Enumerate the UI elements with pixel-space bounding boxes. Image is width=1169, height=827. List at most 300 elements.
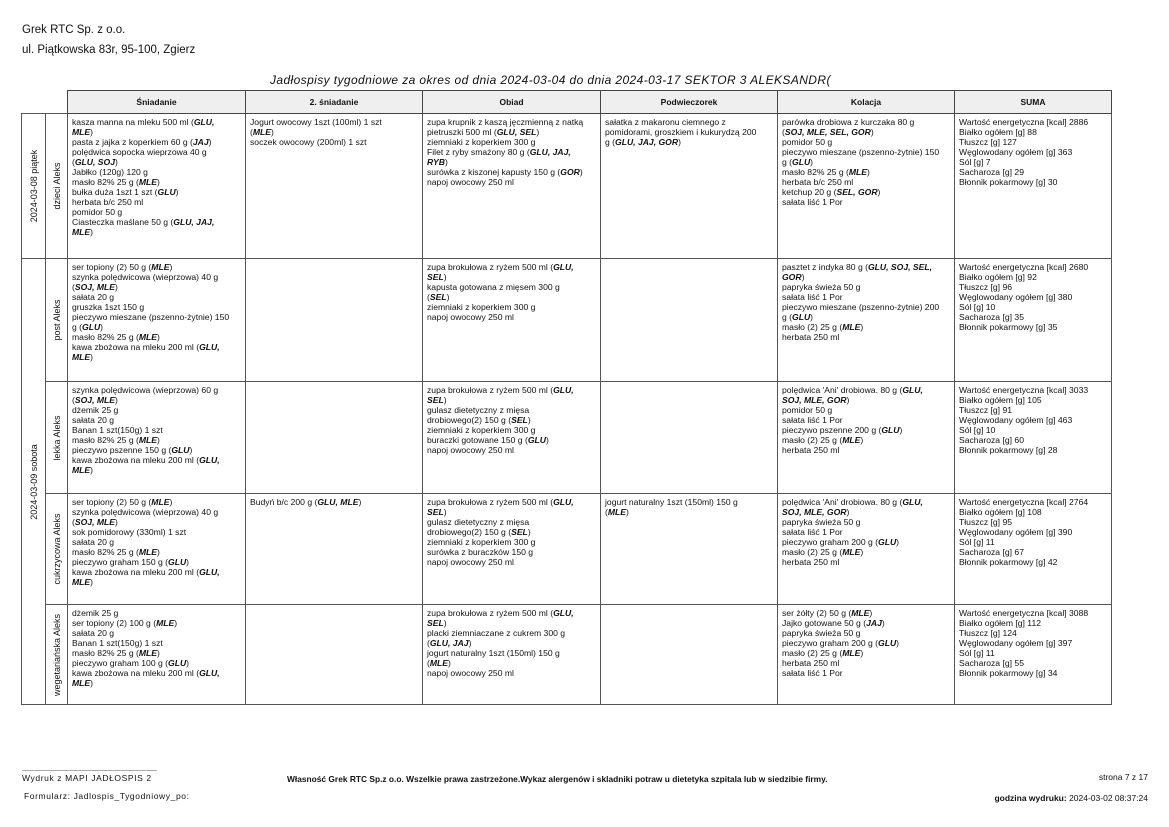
- menu-line: pieczywo graham 200 g (GLU): [782, 638, 900, 648]
- menu-line: napoj owocowy 250 ml: [427, 557, 514, 567]
- menu-line: Jogurt owocowy 1szt (100ml) 1 szt: [250, 117, 382, 127]
- nutrition-line: Sól [g] 11: [959, 648, 995, 658]
- page-number: strona 7 z 17: [1098, 772, 1148, 782]
- menu-line: ziemniaki z koperkiem 300 g: [427, 137, 536, 147]
- menu-line: ketchup 20 g (SEL, GOR): [782, 187, 881, 197]
- header-blank: [22, 91, 46, 114]
- breakfast-cell: [68, 494, 246, 605]
- nutrition-line: Węglowodany ogółem [g] 463: [959, 415, 1073, 425]
- menu-line: ser żółty (2) 50 g (MLE): [782, 608, 873, 618]
- menu-line: g (GLU, JAJ, GOR): [605, 137, 681, 147]
- menu-line: sałata 20 g: [72, 628, 115, 638]
- menu-line: napoj owocowy 250 ml: [427, 445, 514, 455]
- menu-line: masło 82% 25 g (MLE): [72, 547, 160, 557]
- menu-line: polędwica 'Ani' drobiowa. 80 g (GLU,: [782, 497, 923, 507]
- menu-line: kawa zbożowa na mleku 200 ml (GLU,: [72, 567, 220, 577]
- menu-line: pietruszki 500 ml (GLU, SEL): [427, 127, 540, 137]
- allergen-code: GLU, JAJ,: [173, 217, 215, 227]
- table-header: [22, 91, 1112, 114]
- lunch-cell: [423, 605, 601, 705]
- menu-line: napoj owocowy 250 ml: [427, 668, 514, 678]
- lunch-cell: [423, 114, 601, 259]
- allergen-code: RYB: [427, 157, 445, 167]
- nutrition-line: Wartość energetyczna [kcal] 2764: [959, 497, 1089, 507]
- second-breakfast-cell: [246, 259, 423, 382]
- menu-line: zupa brokułowa z ryżem 500 ml (GLU,: [427, 262, 574, 272]
- allergen-code: MLE: [138, 332, 158, 342]
- menu-line: (SEL): [427, 292, 450, 302]
- menu-line: (MLE): [250, 127, 274, 137]
- diet-category-cell: [46, 494, 68, 605]
- allergen-code: GOR: [782, 272, 802, 282]
- menu-line: (MLE): [427, 658, 451, 668]
- allergen-code: GLU: [82, 322, 101, 332]
- column-header-breakfast: Śniadanie: [68, 91, 246, 114]
- menu-line: gulasz dietetyczny z mięsa: [427, 517, 530, 527]
- menu-line: MLE): [72, 465, 94, 475]
- menu-line: Ciasteczka maślane 50 g (GLU, JAJ,: [72, 217, 215, 227]
- diet-category-label: lekka Aleks: [51, 414, 62, 461]
- allergen-code: MLE: [72, 227, 91, 237]
- menu-line: (MLE): [605, 507, 629, 517]
- column-header-afternoon-snack: Podwieczorek: [601, 91, 778, 114]
- menu-line: ziemniaki z koperkiem 300 g: [427, 537, 536, 547]
- menu-line: gulasz dietetyczny z mięsa: [427, 405, 530, 415]
- menu-line: g (GLU): [72, 322, 104, 332]
- menu-line: g (GLU): [782, 157, 814, 167]
- allergen-code: GLU: [168, 557, 187, 567]
- menu-table: [21, 90, 1112, 705]
- nutrition-line: Wartość energetyczna [kcal] 2680: [959, 262, 1089, 272]
- allergen-code: SEL: [427, 395, 444, 405]
- nutrition-line: Białko ogółem [g] 92: [959, 272, 1037, 282]
- date-label: 2024-03-09 sobota: [28, 443, 39, 520]
- nutrition-line: Tłuszcz [g] 124: [959, 628, 1017, 638]
- allergen-code: GLU,: [199, 455, 220, 465]
- allergen-code: GLU,: [902, 497, 923, 507]
- allergen-code: GLU: [878, 537, 897, 547]
- afternoon-snack-cell: [601, 605, 778, 705]
- allergen-code: SOJ, MLE, GOR: [782, 395, 847, 405]
- menu-line: napoj owocowy 250 ml: [427, 312, 514, 322]
- menu-line: zupa brokułowa z ryżem 500 ml (GLU,: [427, 385, 574, 395]
- menu-line: pieczywo mieszane (pszenno-żytnie) 150: [782, 147, 940, 157]
- diet-category-cell: [46, 382, 68, 494]
- menu-line: (SOJ, MLE): [72, 395, 118, 405]
- dinner-cell: [778, 259, 955, 382]
- menu-line: MLE): [72, 352, 94, 362]
- menu-line: polędwica sopocka wieprzowa 40 g: [72, 147, 207, 157]
- menu-line: buraczki gotowane 150 g (GLU): [427, 435, 549, 445]
- company-name: Grek RTC Sp. z o.o.: [22, 24, 126, 36]
- nutrition-line: Węglowodany ogółem [g] 390: [959, 527, 1073, 537]
- nutrition-line: Białko ogółem [g] 112: [959, 618, 1042, 628]
- menu-line: masło (2) 25 g (MLE): [782, 435, 864, 445]
- menu-line: SOJ, MLE, GOR): [782, 395, 850, 405]
- nutrition-line: Błonnik pokarmowy [g] 42: [959, 557, 1058, 567]
- nutrition-line: Tłuszcz [g] 96: [959, 282, 1013, 292]
- menu-line: SEL): [427, 272, 447, 282]
- dinner-cell: [778, 605, 955, 705]
- allergen-code: GLU, JAJ,: [529, 147, 571, 157]
- menu-line: sałata liść 1 Por: [782, 415, 843, 425]
- nutrition-line: Sacharoza [g] 55: [959, 658, 1024, 668]
- form-name: Formularz: Jadlospis_Tygodniowy_po:: [24, 791, 190, 801]
- breakfast-cell: [68, 382, 246, 494]
- allergen-code: JAJ: [866, 618, 882, 628]
- menu-line: pasta z jajka z koperkiem 60 g (JAJ): [72, 137, 212, 147]
- nutrition-line: Sacharoza [g] 29: [959, 167, 1024, 177]
- menu-line: pomidor 50 g: [72, 207, 123, 217]
- menu-line: pieczywo graham 150 g (GLU): [72, 557, 190, 567]
- menu-line: drobiowego(2) 150 g (SEL): [427, 527, 531, 537]
- breakfast-cell: [68, 114, 246, 259]
- dinner-cell: [778, 494, 955, 605]
- allergen-code: SOJ, MLE: [74, 282, 115, 292]
- menu-line: surówka z buraczków 150 g: [427, 547, 534, 557]
- allergen-code: MLE: [851, 608, 870, 618]
- menu-line: Filet z ryby smażony 80 g (GLU, JAJ,: [427, 147, 571, 157]
- menu-line: kawa zbożowa na mleku 200 ml (GLU,: [72, 342, 220, 352]
- menu-line: (GLU, SOJ): [72, 157, 118, 167]
- allergen-code: GLU, SEL: [496, 127, 537, 137]
- menu-line: placki ziemniaczane z cukrem 300 g: [427, 628, 566, 638]
- menu-line: RYB): [427, 157, 448, 167]
- print-time: [994, 793, 1148, 803]
- second-breakfast-cell: [246, 494, 423, 605]
- menu-line: pomidorami, groszkiem i kukurydzą 200: [605, 127, 757, 137]
- menu-line: ziemniaki z koperkiem 300 g: [427, 425, 536, 435]
- menu-line: pasztet z indyka 80 g (GLU, SOJ, SEL,: [782, 262, 932, 272]
- allergen-code: GLU: [168, 658, 187, 668]
- diet-category-label: cukrzycowa Aleks: [51, 513, 62, 585]
- breakfast-cell: [68, 605, 246, 705]
- menu-line: kapusta gotowana z mięsem 300 g: [427, 282, 560, 292]
- allergen-code: GLU,: [553, 385, 574, 395]
- menu-line: ser topiony (2) 50 g (MLE): [72, 262, 173, 272]
- nutrition-line: Sól [g] 11: [959, 537, 995, 547]
- menu-line: szynka polędwicowa (wieprzowa) 40 g: [72, 272, 219, 282]
- menu-line: ser topiony (2) 100 g (MLE): [72, 618, 178, 628]
- allergen-code: GLU,: [199, 342, 220, 352]
- allergen-code: GLU: [171, 445, 190, 455]
- allergen-code: SEL, GOR: [836, 187, 878, 197]
- menu-line: sałata liść 1 Por: [782, 668, 843, 678]
- nutrition-line: Sacharoza [g] 35: [959, 312, 1024, 322]
- menu-line: pieczywo graham 100 g (GLU): [72, 658, 190, 668]
- menu-line: herbata 250 ml: [782, 658, 840, 668]
- second-breakfast-cell: [246, 114, 423, 259]
- allergen-code: GLU: [792, 157, 811, 167]
- menu-line: kawa zbożowa na mleku 200 ml (GLU,: [72, 455, 220, 465]
- menu-line: polędwica 'Ani' drobiowa. 80 g (GLU,: [782, 385, 923, 395]
- allergen-code: GLU,: [193, 117, 215, 127]
- menu-line: masło (2) 25 g (MLE): [782, 547, 864, 557]
- menu-line: MLE): [72, 227, 94, 237]
- menu-line: pomidor 50 g: [782, 405, 833, 415]
- print-source: Wydruk z MAPI JADŁOSPIS 2: [22, 773, 152, 783]
- menu-line: masło 82% 25 g (MLE): [72, 332, 160, 342]
- menu-line: sałata 20 g: [72, 292, 115, 302]
- menu-line: ser topiony (2) 50 g (MLE): [72, 497, 173, 507]
- nutrition-line: Białko ogółem [g] 88: [959, 127, 1037, 137]
- sum-cell: [955, 605, 1112, 705]
- breakfast-cell: [68, 259, 246, 382]
- document-title: Jadłospisy tygodniowe za okres od dnia 2024-03-04 do dnia 2024-03-17 SEKTOR 3 ALEKSANDR(: [270, 73, 831, 87]
- menu-line: (SOJ, MLE): [72, 517, 118, 527]
- allergen-code: GLU: [792, 312, 811, 322]
- allergen-code: GLU,: [199, 668, 220, 678]
- afternoon-snack-cell: [601, 494, 778, 605]
- sum-cell: [955, 114, 1112, 259]
- menu-line: napoj owocowy 250 ml: [427, 177, 514, 187]
- menu-line: Banan 1 szt(150g) 1 szt: [72, 425, 163, 435]
- allergen-code: MLE: [138, 177, 158, 187]
- allergen-code: SEL: [511, 415, 528, 425]
- allergen-code: GLU,: [553, 608, 574, 618]
- allergen-code: SEL: [511, 527, 528, 537]
- date-label: 2024-03-08 piątek: [28, 149, 39, 223]
- nutrition-line: Węglowodany ogółem [g] 397: [959, 638, 1073, 648]
- menu-line: szynka polędwicowa (wieprzowa) 40 g: [72, 507, 219, 517]
- header-blank: [46, 91, 68, 114]
- menu-line: zupa brokułowa z ryżem 500 ml (GLU,: [427, 608, 574, 618]
- nutrition-line: Węglowodany ogółem [g] 380: [959, 292, 1073, 302]
- allergen-code: MLE: [842, 648, 861, 658]
- diet-category-cell: [46, 114, 68, 259]
- menu-line: kasza manna na mleku 500 ml (GLU,: [72, 117, 215, 127]
- menu-line: gruszka 1szt 150 g: [72, 302, 145, 312]
- allergen-code: SOJ, MLE, SEL, GOR: [784, 127, 871, 137]
- nutrition-line: Białko ogółem [g] 105: [959, 395, 1042, 405]
- nutrition-line: Sacharoza [g] 60: [959, 435, 1024, 445]
- allergen-code: MLE: [151, 497, 170, 507]
- menu-line: herbata 250 ml: [782, 332, 840, 342]
- menu-line: (SOJ, MLE, SEL, GOR): [782, 127, 874, 137]
- menu-line: (GLU, JAJ): [427, 638, 472, 648]
- menu-line: papryka świeża 50 g: [782, 282, 861, 292]
- allergen-code: MLE: [156, 618, 175, 628]
- dinner-cell: [778, 382, 955, 494]
- nutrition-line: Tłuszcz [g] 91: [959, 405, 1013, 415]
- nutrition-line: Sól [g] 10: [959, 425, 996, 435]
- allergen-code: MLE: [842, 547, 861, 557]
- diet-category-label: post Aleks: [51, 299, 62, 341]
- second-breakfast-cell: [246, 382, 423, 494]
- column-header-sum: SUMA: [955, 91, 1112, 114]
- menu-line: SEL): [427, 618, 447, 628]
- menu-line: pieczywo mieszane (pszenno-żytnie) 150: [72, 312, 230, 322]
- allergen-code: SEL: [429, 292, 447, 302]
- print-time-label: godzina wydruku:: [994, 793, 1067, 803]
- allergen-code: GLU, MLE: [317, 497, 359, 507]
- menu-line: pieczywo pszenne 200 g (GLU): [782, 425, 903, 435]
- second-breakfast-cell: [246, 605, 423, 705]
- allergen-code: MLE: [151, 262, 170, 272]
- sum-cell: [955, 259, 1112, 382]
- menu-line: dżemik 25 g: [72, 405, 119, 415]
- menu-line: drobiowego(2) 150 g (SEL): [427, 415, 531, 425]
- allergen-code: GLU, JAJ, GOR: [615, 137, 679, 147]
- menu-line: sok pomidorowy (330ml) 1 szt: [72, 527, 187, 537]
- menu-line: SEL): [427, 395, 447, 405]
- company-address: ul. Piątkowska 83r, 95-100, Zgierz: [22, 44, 196, 56]
- allergen-code: GLU,: [902, 385, 923, 395]
- footer-rule: [22, 770, 157, 771]
- diet-category-label: wegetariańska Aleks: [51, 613, 62, 696]
- menu-line: Banan 1 szt(150g) 1 szt: [72, 638, 163, 648]
- menu-line: sałata 20 g: [72, 537, 115, 547]
- menu-line: masło (2) 25 g (MLE): [782, 322, 864, 332]
- nutrition-line: Błonnik pokarmowy [g] 34: [959, 668, 1058, 678]
- nutrition-line: Wartość energetyczna [kcal] 3088: [959, 608, 1089, 618]
- menu-line: (SOJ, MLE): [72, 282, 118, 292]
- allergen-code: GLU: [527, 435, 546, 445]
- nutrition-line: Błonnik pokarmowy [g] 30: [959, 177, 1058, 187]
- sum-cell: [955, 382, 1112, 494]
- allergen-code: GLU, SOJ, SEL,: [867, 262, 932, 272]
- menu-line: masło 82% 25 g (MLE): [72, 648, 160, 658]
- date-cell: [22, 259, 46, 705]
- menu-line: herbata b/c 250 ml: [782, 177, 854, 187]
- allergen-code: SEL: [427, 618, 444, 628]
- menu-line: MLE): [72, 678, 94, 688]
- nutrition-line: Błonnik pokarmowy [g] 35: [959, 322, 1058, 332]
- allergen-code: SOJ, MLE: [74, 395, 115, 405]
- menu-line: sałata liść 1 Por: [782, 197, 843, 207]
- menu-line: pieczywo pszenne 150 g (GLU): [72, 445, 193, 455]
- diet-category-label: dzieci Aleks: [51, 162, 62, 210]
- menu-line: papryka świeża 50 g: [782, 628, 861, 638]
- menu-line: GOR): [782, 272, 805, 282]
- menu-line: herbata 250 ml: [782, 445, 840, 455]
- menu-line: herbata 250 ml: [782, 557, 840, 567]
- menu-line: pieczywo graham 200 g (GLU): [782, 537, 900, 547]
- table-row: [22, 605, 1112, 705]
- menu-line: pieczywo mieszane (pszenno-żytnie) 200: [782, 302, 940, 312]
- dinner-cell: [778, 114, 955, 259]
- allergen-code: SEL: [427, 272, 444, 282]
- sum-cell: [955, 494, 1112, 605]
- table-row: [22, 382, 1112, 494]
- date-cell: [22, 114, 46, 259]
- diet-category-cell: [46, 605, 68, 705]
- nutrition-line: Węglowodany ogółem [g] 363: [959, 147, 1073, 157]
- menu-line: dżemik 25 g: [72, 608, 119, 618]
- allergen-code: MLE: [429, 658, 449, 668]
- menu-line: surówka z kiszonej kapusty 150 g (GOR): [427, 167, 583, 177]
- menu-line: zupa brokułowa z ryżem 500 ml (GLU,: [427, 497, 574, 507]
- nutrition-line: Sól [g] 10: [959, 302, 996, 312]
- allergen-code: GLU: [157, 187, 176, 197]
- lunch-cell: [423, 382, 601, 494]
- menu-line: SEL): [427, 507, 447, 517]
- menu-line: jogurt naturalny 1szt (150ml) 150 g: [605, 497, 738, 507]
- table-row: [22, 494, 1112, 605]
- allergen-code: MLE: [72, 678, 91, 688]
- menu-line: masło 82% 25 g (MLE): [72, 435, 160, 445]
- menu-line: sałata 20 g: [72, 415, 115, 425]
- lunch-cell: [423, 494, 601, 605]
- allergen-code: MLE: [138, 435, 158, 445]
- allergen-code: MLE: [848, 167, 868, 177]
- nutrition-line: Sól [g] 7: [959, 157, 991, 167]
- menu-line: sałata liść 1 Por: [782, 292, 843, 302]
- menu-line: Budyń b/c 200 g (GLU, MLE): [250, 497, 362, 507]
- column-header-second-breakfast: 2. śniadanie: [246, 91, 423, 114]
- menu-line: masło (2) 25 g (MLE): [782, 648, 864, 658]
- menu-line: papryka świeża 50 g: [782, 517, 861, 527]
- nutrition-line: Sacharoza [g] 67: [959, 547, 1024, 557]
- menu-line: SOJ, MLE, GOR): [782, 507, 850, 517]
- allergen-code: GLU: [878, 638, 897, 648]
- menu-line: herbata b/c 250 ml: [72, 197, 144, 207]
- diet-category-cell: [46, 259, 68, 382]
- print-time-value: 2024-03-02 08:37:24: [1069, 793, 1148, 803]
- allergen-code: MLE: [842, 435, 861, 445]
- allergen-code: GOR: [560, 167, 580, 177]
- nutrition-line: Tłuszcz [g] 127: [959, 137, 1017, 147]
- menu-line: masło 82% 25 g (MLE): [72, 177, 160, 187]
- allergen-code: MLE: [72, 465, 91, 475]
- nutrition-line: Tłuszcz [g] 95: [959, 517, 1013, 527]
- menu-line: sałata liść 1 Por: [782, 527, 843, 537]
- allergen-code: GLU, SOJ: [74, 157, 115, 167]
- menu-line: sałatka z makaronu ciemnego z: [605, 117, 726, 127]
- menu-line: pomidor 50 g: [782, 137, 833, 147]
- allergen-code: MLE: [842, 322, 861, 332]
- allergen-code: MLE: [138, 648, 158, 658]
- allergen-code: GLU,: [553, 262, 574, 272]
- menu-line: masło 82% 25 g (MLE): [782, 167, 870, 177]
- menu-line: g (GLU): [782, 312, 814, 322]
- allergen-code: GLU, JAJ: [429, 638, 469, 648]
- menu-line: ziemniaki z koperkiem 300 g: [427, 302, 536, 312]
- allergen-code: SOJ, MLE: [74, 517, 115, 527]
- nutrition-line: Białko ogółem [g] 108: [959, 507, 1042, 517]
- allergen-code: SEL: [427, 507, 444, 517]
- nutrition-line: Wartość energetyczna [kcal] 3033: [959, 385, 1089, 395]
- nutrition-line: Wartość energetyczna [kcal] 2886: [959, 117, 1089, 127]
- column-header-dinner: Kolacja: [778, 91, 955, 114]
- menu-line: soczek owocowy (200ml) 1 szt: [250, 137, 367, 147]
- lunch-cell: [423, 259, 601, 382]
- afternoon-snack-cell: [601, 382, 778, 494]
- allergen-code: JAJ: [192, 137, 209, 147]
- menu-line: kawa zbożowa na mleku 200 ml (GLU,: [72, 668, 220, 678]
- table-row: [22, 259, 1112, 382]
- table-row: [22, 114, 1112, 259]
- menu-line: bułka duża 1szt 1 szt (GLU): [72, 187, 179, 197]
- menu-line: jogurt naturalny 1szt (150ml) 150 g: [427, 648, 560, 658]
- allergen-code: MLE: [607, 507, 627, 517]
- menu-line: MLE): [72, 577, 94, 587]
- afternoon-snack-cell: [601, 259, 778, 382]
- allergen-code: GLU: [881, 425, 900, 435]
- allergen-code: GLU,: [199, 567, 220, 577]
- menu-line: szynka polędwicowa (wieprzowa) 60 g: [72, 385, 219, 395]
- nutrition-line: Błonnik pokarmowy [g] 28: [959, 445, 1058, 455]
- allergen-code: MLE: [138, 547, 158, 557]
- menu-line: zupa krupnik z kaszą jęczmienną z natką: [427, 117, 584, 127]
- allergen-code: SOJ, MLE, GOR: [782, 507, 847, 517]
- allergen-code: MLE: [72, 127, 91, 137]
- menu-line: Jabłko (120g) 120 g: [72, 167, 148, 177]
- menu-line: Jajko gotowane 50 g (JAJ): [782, 618, 885, 628]
- allergen-code: MLE: [72, 577, 91, 587]
- allergen-code: GLU,: [553, 497, 574, 507]
- column-header-lunch: Obiad: [423, 91, 601, 114]
